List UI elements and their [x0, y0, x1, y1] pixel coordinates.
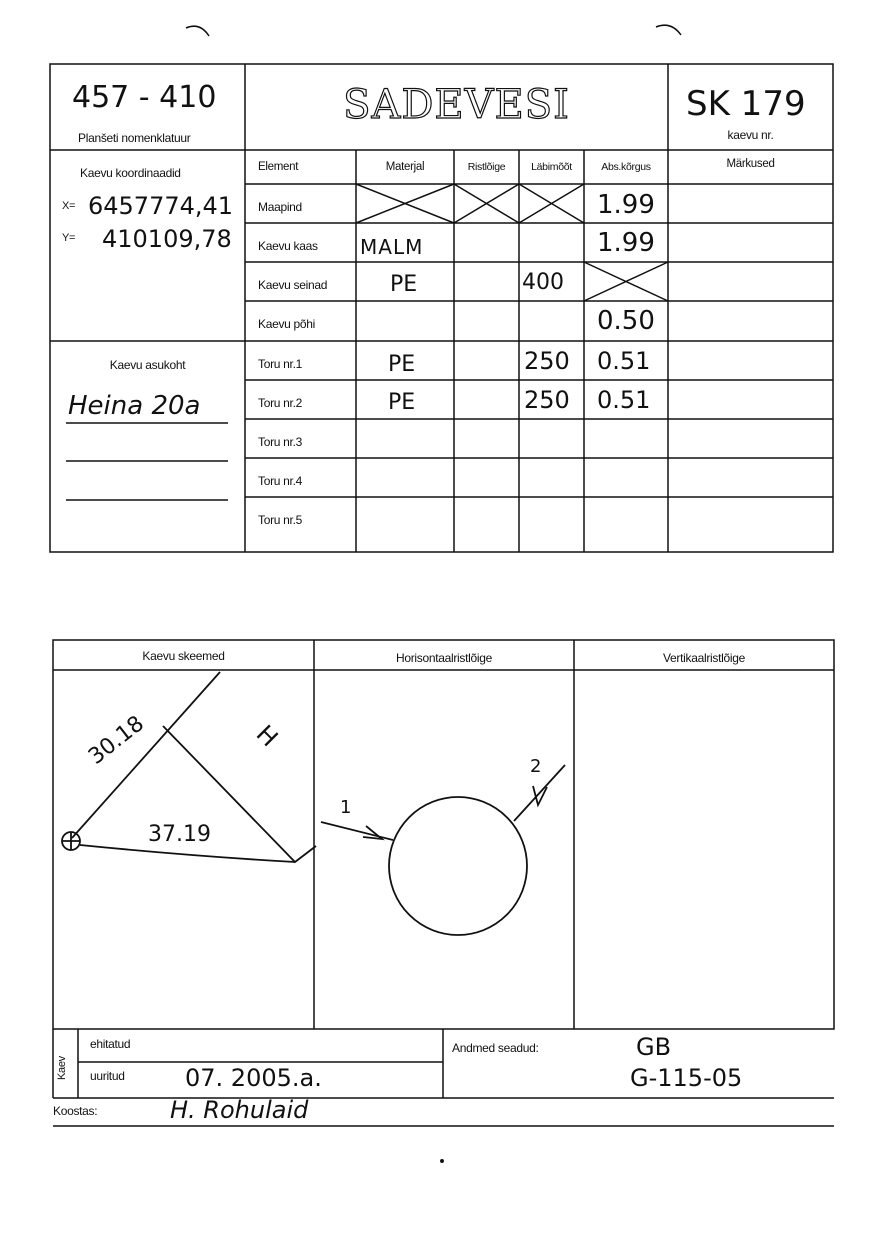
col-header-remarks: Märkused — [726, 158, 775, 170]
row-abs-height: 1.99 — [597, 190, 655, 220]
sketch-header-horizontal: Horisontaalristlõige — [395, 651, 493, 665]
col-header-abs-height: Abs.kõrgus — [601, 161, 651, 173]
built-label: ehitatud — [90, 1037, 131, 1051]
coordinates-label: Kaevu koordinaadid — [80, 166, 181, 180]
dimension-label: 30.18 — [84, 711, 150, 770]
data-source-ref: G-115-05 — [630, 1064, 743, 1092]
renewed-label: uuritud — [90, 1069, 125, 1083]
row-element: Toru nr.3 — [258, 435, 302, 449]
col-header-cross-section: Ristlõige — [467, 161, 506, 173]
horizontal-section — [321, 765, 565, 935]
sketch-header-well-schemes: Kaevu skeemed — [142, 649, 225, 663]
nomenclature-label: Planšeti nomenklatuur — [78, 131, 191, 145]
row-abs-height: 0.51 — [597, 347, 651, 375]
row-diameter: 400 — [522, 270, 564, 295]
pipe-number-label: 2 — [530, 756, 542, 777]
data-source-code: GB — [636, 1033, 672, 1061]
well-id: SK 179 — [686, 84, 806, 124]
location-label: Kaevu asukoht — [109, 358, 186, 372]
row-material: PE — [390, 272, 418, 297]
house-mark: H — [250, 719, 284, 753]
well-no-label: kaevu nr. — [727, 128, 774, 142]
row-diameter: 250 — [524, 347, 570, 375]
col-header-diameter: Läbimõõt — [531, 161, 572, 173]
nomenclature-value: 457 - 410 — [72, 80, 217, 115]
punch-hole-mark-right — [656, 25, 681, 35]
col-header-element: Element — [258, 161, 299, 173]
row-abs-height: 0.50 — [597, 306, 655, 336]
y-coordinate: 410109,78 — [102, 225, 232, 253]
row-element: Kaevu kaas — [258, 239, 318, 253]
row-abs-height: 1.99 — [597, 228, 655, 258]
kaev-label: Kaev — [56, 1056, 68, 1080]
row-element: Kaevu seinad — [258, 278, 328, 292]
col-header-material: Materjal — [385, 161, 425, 173]
renewed-date: 07. 2005.a. — [185, 1064, 322, 1092]
sketch-header-vertical: Vertikaalristlõige — [663, 651, 745, 665]
punch-hole-mark-left — [186, 26, 209, 36]
compiled-label: Koostas: — [53, 1104, 98, 1118]
row-material: MALM — [360, 235, 424, 259]
row-element: Toru nr.5 — [258, 513, 302, 527]
x-prefix: X= — [62, 200, 76, 212]
location-value: Heina 20a — [68, 391, 201, 421]
row-element: Toru nr.1 — [258, 357, 302, 371]
dimension-label: 37.19 — [148, 822, 211, 847]
y-prefix: Y= — [62, 232, 76, 244]
pipe-number-label: 1 — [340, 797, 352, 818]
row-diameter: 250 — [524, 386, 570, 414]
x-coordinate: 6457774,41 — [88, 192, 234, 220]
row-element: Maapind — [258, 200, 302, 214]
row-material: PE — [388, 390, 416, 415]
data-source-label: Andmed seadud: — [452, 1041, 539, 1055]
row-abs-height: 0.51 — [597, 386, 651, 414]
row-element: Toru nr.4 — [258, 474, 302, 488]
row-element: Toru nr.2 — [258, 396, 302, 410]
compiled-by: H. Rohulaid — [170, 1096, 309, 1124]
row-element: Kaevu põhi — [258, 317, 316, 331]
row-material: PE — [388, 352, 416, 377]
sheet-title: SADEVESI — [343, 82, 570, 128]
